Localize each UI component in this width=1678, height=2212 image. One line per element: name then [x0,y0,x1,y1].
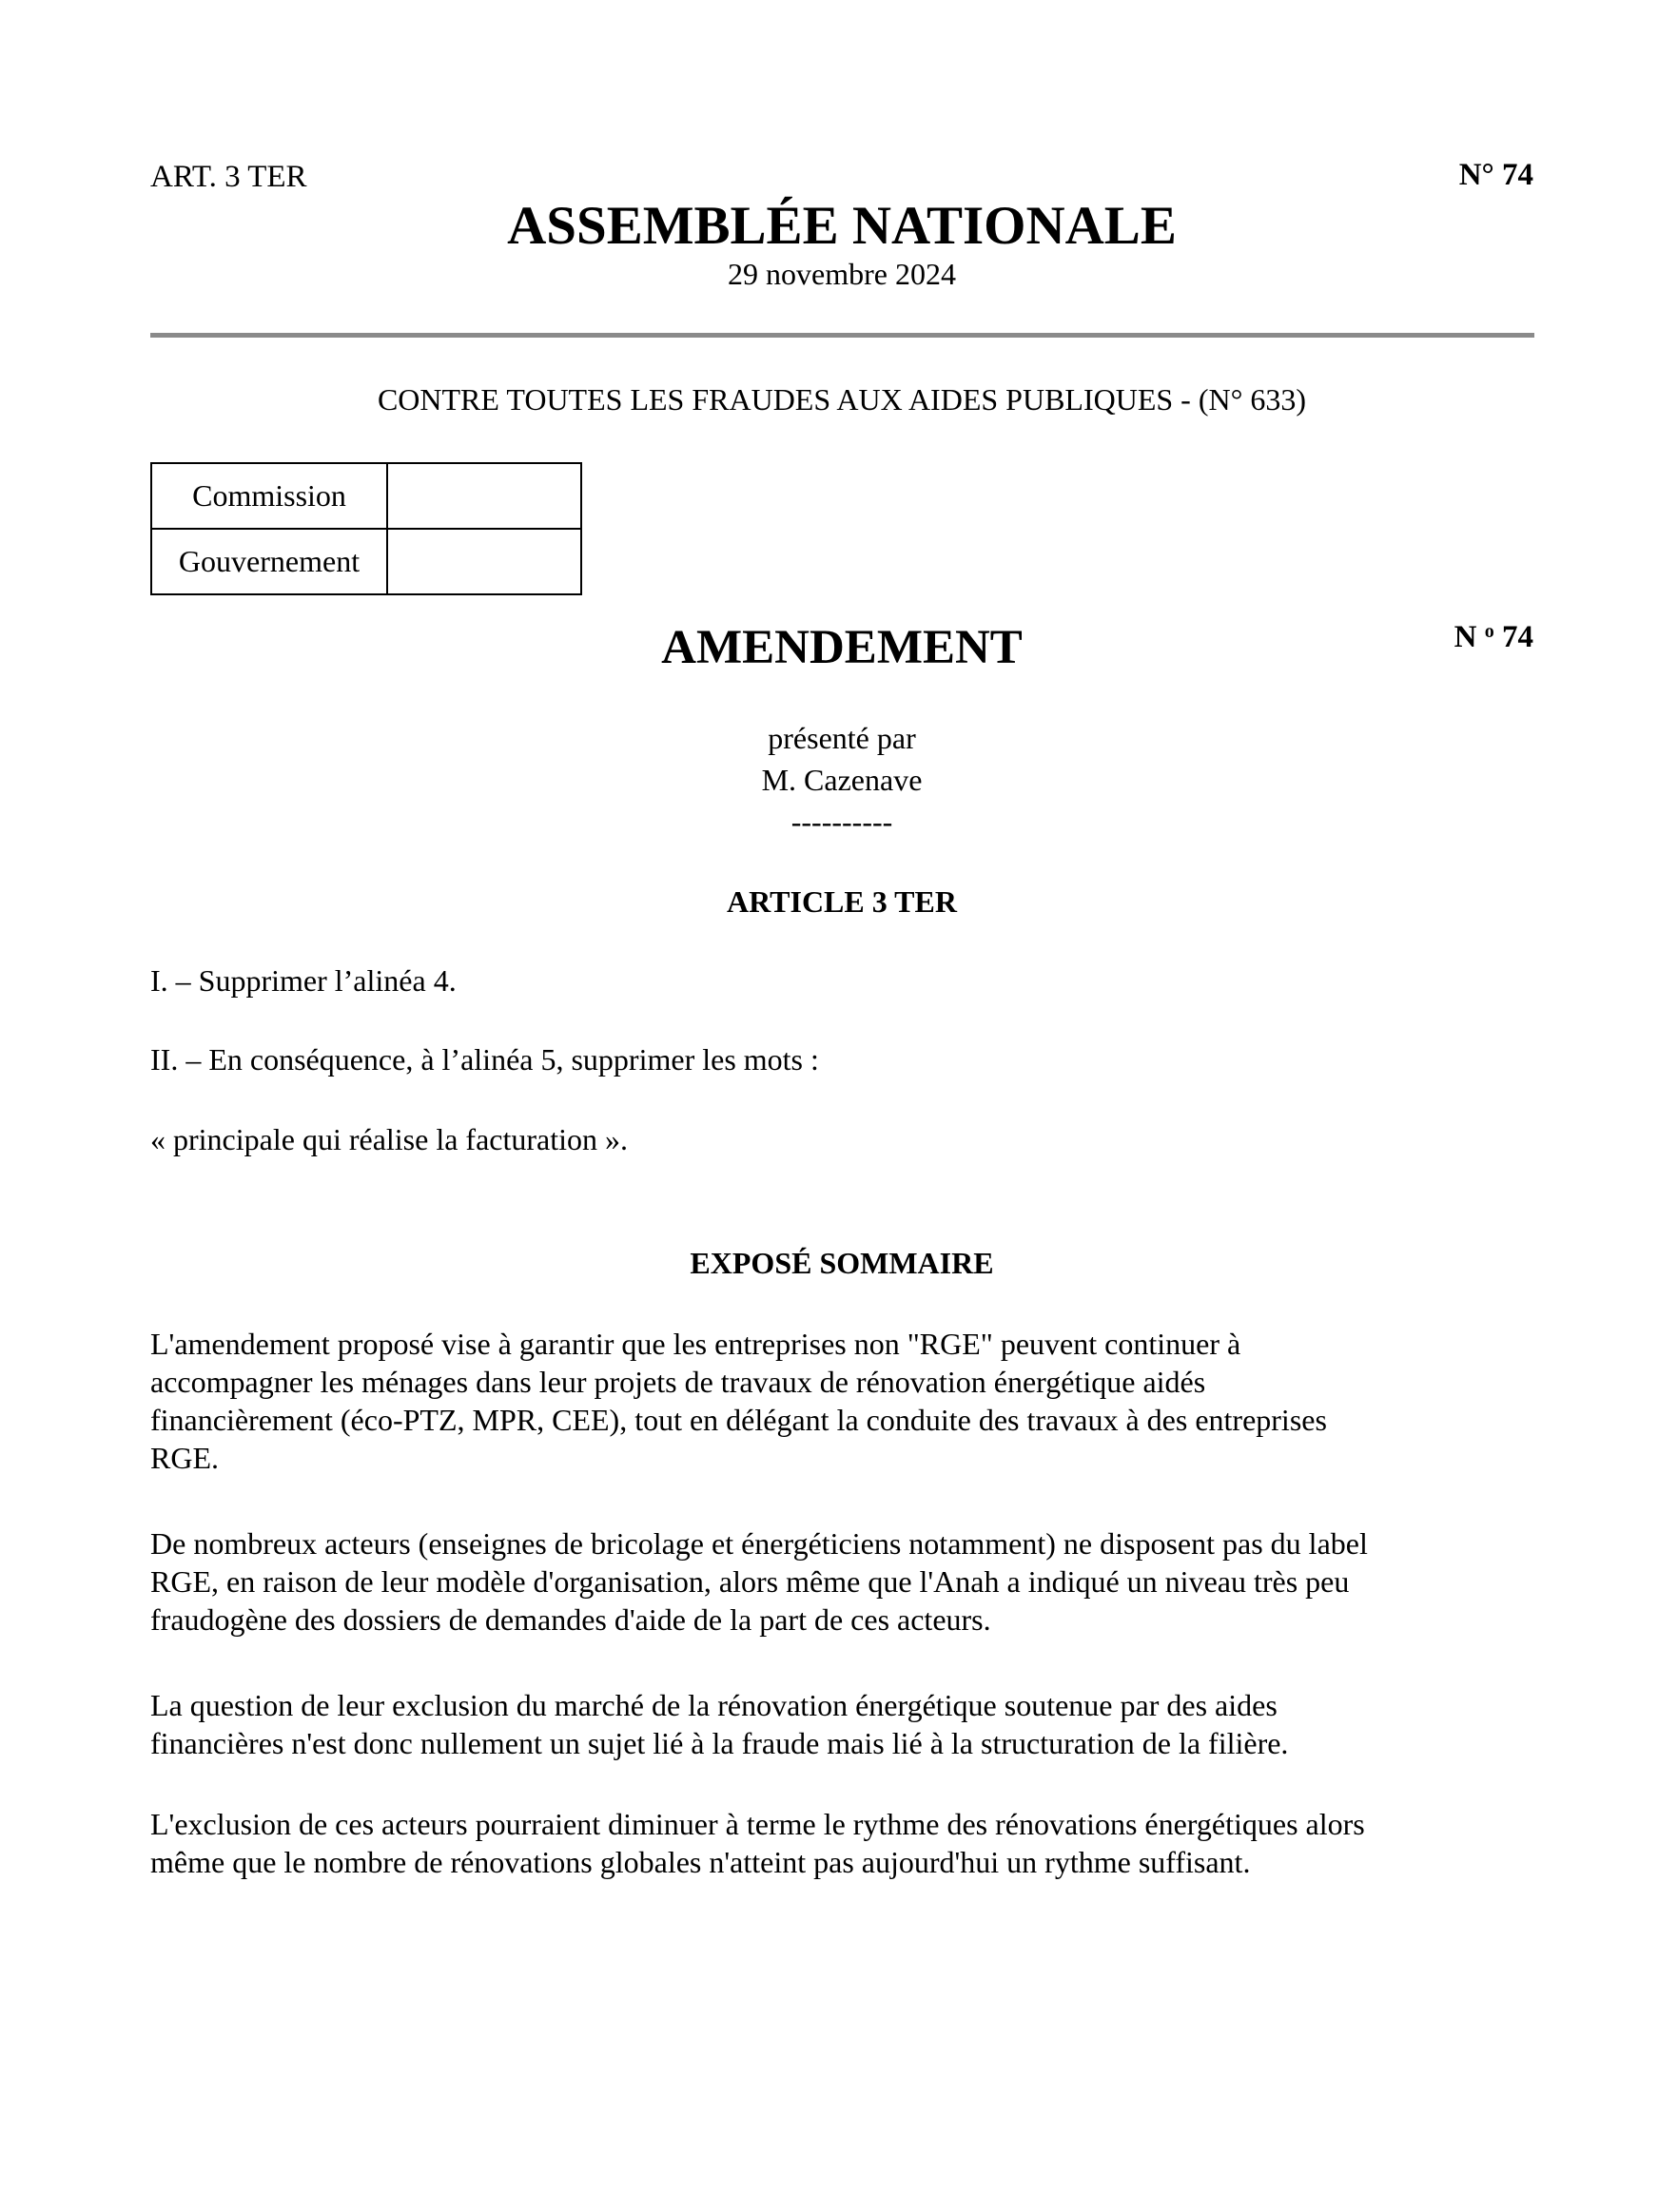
status-label: Gouvernement [151,529,387,594]
disposition-3: « principale qui réalise la facturation ». [150,1122,629,1156]
document-date: 29 novembre 2024 [728,257,956,291]
number-superscript: o [1484,621,1494,642]
paragraph-line: financières n'est donc nullement un sujet lié à la fraude mais lié à la structuration de la filière. [150,1726,1289,1760]
number-prefix: N [1454,620,1477,654]
paragraph-line: même que le nombre de rénovations globales n'atteint pas aujourd'hui un rythme suffisant. [150,1845,1251,1879]
expose-paragraph-1 [150,1325,1327,1477]
article-reference: ART. 3 TER [150,160,307,194]
paragraph-line: RGE, en raison de leur modèle d'organisation, alors même que l'Anah a indiqué un niveau très peu [150,1564,1350,1599]
amendment-number-header: N° 74 [1458,158,1533,192]
paragraph-line: fraudogène des dossiers de demandes d'aide de la part de ces acteurs. [150,1602,991,1637]
expose-paragraph-3 [150,1686,1288,1762]
paragraph-line: financièrement (éco-PTZ, MPR, CEE), tout en délégant la conduite des travaux à des entreprises [150,1403,1327,1437]
separator: ---------- [790,805,893,839]
expose-paragraph-4 [150,1805,1365,1881]
status-row-commission [151,463,581,529]
article-heading: ARTICLE 3 TER [727,884,957,919]
amendment-title: AMENDEMENT [661,621,1023,674]
expose-heading: EXPOSÉ SOMMAIRE [690,1246,994,1280]
paragraph-line: La question de leur exclusion du marché de la rénovation énergétique soutenue par des aides [150,1688,1278,1722]
number-value: 74 [1502,620,1533,654]
expose-paragraph-2 [150,1524,1368,1639]
status-table [150,462,582,595]
presented-by-label: présenté par [768,721,916,755]
amendment-number [1427,620,1533,655]
status-row-gouvernement [151,529,581,594]
paragraph-line: L'amendement proposé vise à garantir que les entreprises non "RGE" peuvent continuer à [150,1327,1241,1361]
status-value [387,463,581,529]
paragraph-line: RGE. [150,1441,219,1475]
institution-title: ASSEMBLÉE NATIONALE [507,196,1177,256]
author-name: M. Cazenave [761,763,923,797]
disposition-2: II. – En conséquence, à l’alinéa 5, supprimer les mots : [150,1042,819,1077]
disposition-1: I. – Supprimer l’alinéa 4. [150,963,457,998]
status-value [387,529,581,594]
bill-title: CONTRE TOUTES LES FRAUDES AUX AIDES PUBLIQUES - (N° 633) [377,382,1307,417]
paragraph-line: L'exclusion de ces acteurs pourraient diminuer à terme le rythme des rénovations énergétiques alors [150,1807,1365,1841]
paragraph-line: De nombreux acteurs (enseignes de bricolage et énergéticiens notamment) ne disposent pas du label [150,1526,1368,1561]
header-divider [150,333,1534,338]
status-label: Commission [151,463,387,529]
paragraph-line: accompagner les ménages dans leur projets de travaux de rénovation énergétique aidés [150,1365,1206,1399]
